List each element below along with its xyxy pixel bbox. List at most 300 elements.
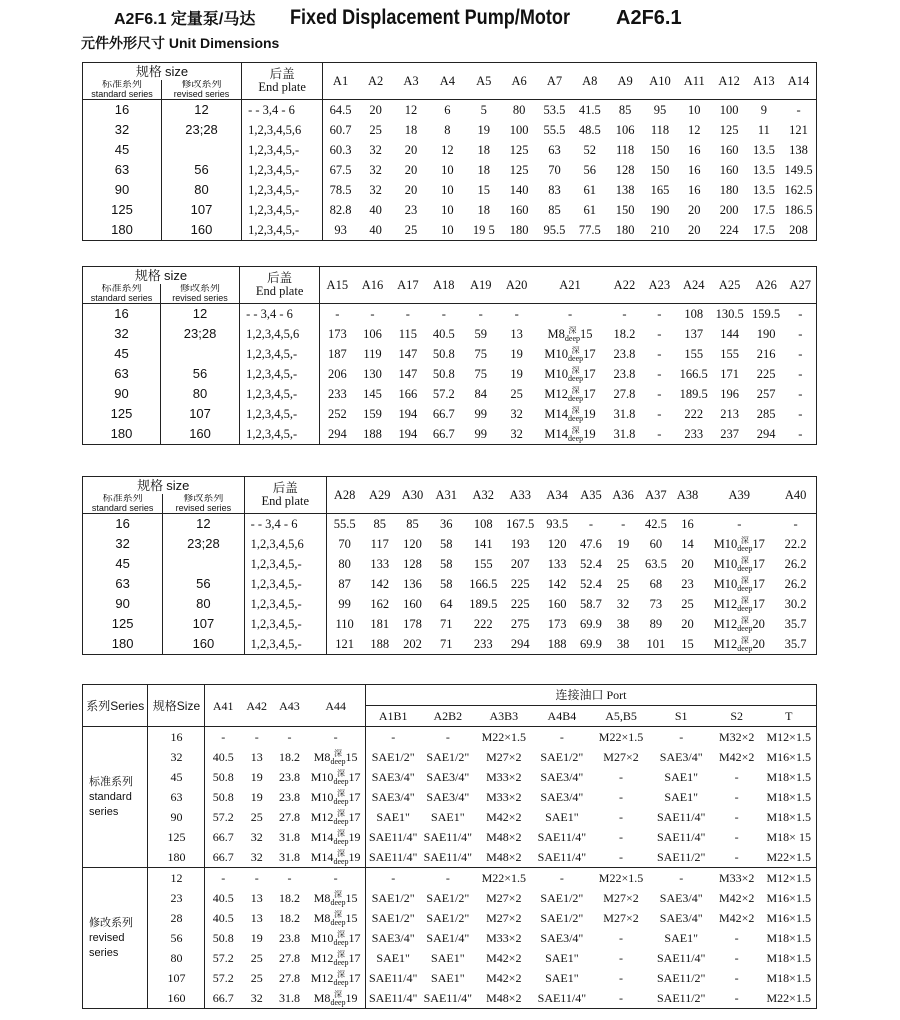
dimension-value: 193 xyxy=(510,537,530,551)
thread-depth: 17 xyxy=(348,789,361,804)
dimension-value: 20 xyxy=(404,183,418,197)
dimension-value: 58 xyxy=(440,577,453,591)
revised-series-zh: 修改系列 xyxy=(183,494,224,504)
port-value: SAE11/2" xyxy=(651,988,712,1009)
port-value: M27×2 xyxy=(603,750,639,764)
series-label-line: 标准系列 xyxy=(89,775,133,788)
dimension-value: 40.5 xyxy=(212,891,234,905)
port-column-header: S1 xyxy=(651,706,712,727)
dimension-value: 20 xyxy=(404,163,418,177)
thread-cell xyxy=(306,767,365,787)
standard-size: 63 xyxy=(83,160,162,180)
dimension-value: 75 xyxy=(474,367,487,381)
table-row xyxy=(83,514,817,535)
dimension-value: 222 xyxy=(684,407,704,421)
table-row xyxy=(83,100,817,121)
port-table xyxy=(82,684,817,1009)
dimension-value: 58 xyxy=(440,557,453,571)
port-value: SAE3/4" xyxy=(659,911,703,925)
dimension-value: 89 xyxy=(649,617,663,631)
dimension-value: 25 xyxy=(681,597,694,611)
size-value: 16 xyxy=(148,727,205,748)
table-row xyxy=(83,304,817,325)
deep-mark xyxy=(333,810,348,826)
table-row xyxy=(83,747,817,767)
column-header: A3 xyxy=(393,63,428,100)
port-value: SAE11/4" xyxy=(656,951,706,965)
dimension-value: 190 xyxy=(756,327,776,341)
port-value: SAE11/4" xyxy=(420,847,475,868)
thread-depth: 15 xyxy=(345,890,358,905)
port-value: SAE1/4" xyxy=(426,931,470,945)
dimension-value: 56 xyxy=(583,163,597,177)
dimension-value: 12 xyxy=(404,103,418,117)
thread-cell xyxy=(703,634,775,655)
end-plate-value: 1,2,3,4,5,- xyxy=(240,344,320,364)
dimension-value: 150 xyxy=(650,143,670,157)
dimension-value: 19 5 xyxy=(466,220,501,241)
revised-size: 107 xyxy=(161,404,240,424)
column-header: A32 xyxy=(465,477,502,514)
deep-char: 深 xyxy=(336,950,345,960)
port-value: - xyxy=(679,871,684,885)
dimension-value: 257 xyxy=(756,387,776,401)
standard-size: 63 xyxy=(83,364,161,384)
thread-depth: 17 xyxy=(348,769,361,784)
dimension-value: 61 xyxy=(583,183,597,197)
dimension-value: 202 xyxy=(397,634,428,655)
dimension-value: 68 xyxy=(649,577,663,591)
standard-size: 180 xyxy=(83,220,162,241)
standard-size: 125 xyxy=(83,614,163,634)
column-header: A30 xyxy=(397,477,428,514)
dimension-value: - xyxy=(785,364,817,384)
deep-mark xyxy=(333,770,348,786)
column-header: A36 xyxy=(606,477,640,514)
deep-word: deep xyxy=(330,998,346,1008)
port-value: SAE1" xyxy=(431,951,465,965)
deep-char: 深 xyxy=(336,930,345,940)
dimension-value: 189.5 xyxy=(469,597,498,611)
dimension-value: 144 xyxy=(720,327,740,341)
port-value: SAE11/4" xyxy=(420,988,475,1009)
column-header: A31 xyxy=(428,477,465,514)
table-row xyxy=(83,908,817,928)
series-label-line: series xyxy=(89,946,119,959)
dimension-value: 294 xyxy=(748,424,785,445)
dimension-value: - xyxy=(657,347,662,361)
deep-word: deep xyxy=(330,918,346,928)
dimension-value: 60.3 xyxy=(329,143,352,157)
series-label-line: revised xyxy=(89,931,125,944)
dimension-value: 42.5 xyxy=(644,517,667,531)
dimension-value: 14 xyxy=(681,537,694,551)
port-value: M22×1.5 xyxy=(598,871,644,885)
end-plate-value: 1,2,3,4,5,- xyxy=(240,364,320,384)
dimension-value: 213 xyxy=(720,407,740,421)
thread-size: M14 xyxy=(544,406,569,421)
dimension-value: 173 xyxy=(547,617,567,631)
standard-size: 90 xyxy=(83,594,163,614)
thread-depth: 17 xyxy=(583,386,596,401)
dimension-value: 147 xyxy=(398,347,418,361)
table-row xyxy=(83,364,817,384)
revised-size xyxy=(163,554,244,574)
port-value: SAE3/4" xyxy=(371,931,415,945)
revised-size: 80 xyxy=(163,594,244,614)
standard-size: 125 xyxy=(83,404,161,424)
dimension-value: 142 xyxy=(547,577,567,591)
thread-size: M14 xyxy=(310,829,334,844)
series-label xyxy=(83,868,148,1009)
dimension-value: - xyxy=(567,307,573,321)
size-label-en: size xyxy=(166,477,190,493)
dimension-value: 35.7 xyxy=(775,634,816,655)
dimension-value: 66.7 xyxy=(432,407,455,421)
dimension-value: - xyxy=(287,871,292,885)
revised-size: 160 xyxy=(162,220,242,241)
table-row xyxy=(83,594,817,614)
thread-size: M12 xyxy=(713,636,738,651)
dimension-value: 95.5 xyxy=(537,220,572,241)
dimension-value: 38 xyxy=(616,617,630,631)
dimension-value: 50.8 xyxy=(212,931,234,945)
thread-depth: 15 xyxy=(580,326,593,341)
dimension-value: 71 xyxy=(440,617,453,631)
table-row xyxy=(83,344,817,364)
port-value: SAE11/4" xyxy=(656,810,706,824)
thread-size: M12 xyxy=(544,386,569,401)
dimension-value: 118 xyxy=(615,143,635,157)
end-plate-value: 1,2,3,4,5,- xyxy=(242,160,323,180)
deep-char: 深 xyxy=(568,326,577,336)
dimension-value: 159 xyxy=(363,407,382,421)
dimension-value: 210 xyxy=(643,220,677,241)
revised-size: 12 xyxy=(162,100,242,121)
deep-word: deep xyxy=(330,757,346,767)
revised-size: 23;28 xyxy=(161,324,240,344)
column-header: A26 xyxy=(748,267,785,304)
port-value: - xyxy=(619,931,624,945)
port-value: M22×1.5 xyxy=(481,871,527,885)
port-column-header: A2B2 xyxy=(420,706,475,727)
dimension-value: 27.8 xyxy=(278,971,300,985)
column-header: A38 xyxy=(672,477,704,514)
end-plate-value: 1,2,3,4,5,6 xyxy=(244,534,326,554)
deep-char: 深 xyxy=(336,789,345,799)
column-header: A37 xyxy=(640,477,672,514)
deep-word: deep xyxy=(564,334,581,344)
revised-series-zh: 修改系列 xyxy=(180,284,221,294)
series-label-line: 修改系列 xyxy=(89,916,133,929)
table-row xyxy=(83,574,817,594)
column-header: A43 xyxy=(273,685,307,727)
thread-size: M10 xyxy=(310,930,334,945)
deep-word: deep xyxy=(737,584,753,594)
dimension-value: 128 xyxy=(615,163,635,177)
dimension-value: 32 xyxy=(510,407,523,421)
dimension-value: - xyxy=(737,517,742,531)
dimension-value: 224 xyxy=(711,220,746,241)
thread-depth: 17 xyxy=(583,366,596,381)
port-value: - xyxy=(391,871,396,885)
dimension-value: - xyxy=(657,387,662,401)
column-header: A4 xyxy=(429,63,466,100)
dimension-value: 31.8 xyxy=(278,830,300,844)
dimension-value: - xyxy=(657,307,662,321)
thread-cell xyxy=(306,988,365,1009)
size-value: 28 xyxy=(148,908,205,928)
deep-char: 深 xyxy=(571,386,580,396)
deep-char: 深 xyxy=(740,616,749,626)
deep-char: 深 xyxy=(571,426,580,436)
port-value: - xyxy=(734,790,739,804)
deep-mark xyxy=(330,891,345,907)
deep-mark xyxy=(330,911,345,927)
deep-char: 深 xyxy=(333,749,342,759)
end-plate-value: - - 3,4 - 6 xyxy=(242,100,323,121)
column-header: A44 xyxy=(306,685,365,727)
revised-series-zh: 修改系列 xyxy=(181,80,222,90)
thread-cell xyxy=(306,787,365,807)
dimension-value: 50.8 xyxy=(212,770,234,784)
deep-word: deep xyxy=(737,544,753,554)
end-plate-en: End plate xyxy=(255,284,304,298)
column-header: A13 xyxy=(747,63,781,100)
deep-char: 深 xyxy=(336,769,345,779)
dimension-value: 15 xyxy=(672,634,704,655)
port-column-header: A1B1 xyxy=(365,706,420,727)
dimension-value: 23.8 xyxy=(278,790,300,804)
dimension-value: 188 xyxy=(539,634,576,655)
dimension-value: 13 xyxy=(250,891,263,905)
port-value: SAE3/4" xyxy=(659,891,703,905)
port-value: SAE3/4" xyxy=(426,770,470,784)
port-value: M27×2 xyxy=(486,911,522,925)
thread-cell xyxy=(306,928,365,948)
title-zh: A2F6.1 定量泵/马达 xyxy=(114,11,256,28)
dimension-value: 165 xyxy=(650,183,670,197)
port-value: M18×1.5 xyxy=(761,807,816,827)
dimension-value: 22.2 xyxy=(775,534,816,554)
size-label-zh: 规格 xyxy=(134,267,161,283)
port-value: - xyxy=(734,971,739,985)
dimension-value: 69.9 xyxy=(580,617,602,631)
dimension-value: 48.5 xyxy=(578,123,601,137)
dimension-value: 16 xyxy=(688,143,701,157)
port-value: SAE3/4" xyxy=(540,790,584,804)
size-value: 80 xyxy=(148,948,205,968)
end-plate-value: 1,2,3,4,5,- xyxy=(242,140,323,160)
size-label-en: size xyxy=(165,63,189,79)
dimension-value: - xyxy=(287,730,292,744)
column-header: A12 xyxy=(711,63,746,100)
size-header: 规格Size xyxy=(148,685,205,727)
size-label-zh: 规格 xyxy=(137,477,164,493)
size-label-zh: 规格 xyxy=(135,63,162,79)
dimension-value: 23.8 xyxy=(278,770,300,784)
deep-word: deep xyxy=(330,898,346,908)
column-header: A25 xyxy=(712,267,748,304)
port-value: - xyxy=(559,871,564,885)
title-code: A2F6.1 xyxy=(616,7,682,29)
size-value: 45 xyxy=(148,767,205,787)
table-row xyxy=(83,160,817,180)
port-value: M18×1.5 xyxy=(761,968,816,988)
table-row xyxy=(83,220,817,241)
dimension-value: 137 xyxy=(684,327,704,341)
dimension-value: - xyxy=(441,307,446,321)
port-value: M42×2 xyxy=(718,891,755,905)
table-row xyxy=(83,384,817,404)
dimension-value: 23.8 xyxy=(613,347,636,361)
thread-size: M10 xyxy=(544,366,569,381)
dimension-value: - xyxy=(785,304,817,325)
thread-cell xyxy=(306,968,365,988)
dimension-value: 85 xyxy=(373,517,387,531)
dimension-value: 17.5 xyxy=(752,203,775,217)
dimension-value: 85 xyxy=(406,517,419,531)
end-plate-zh: 后盖 xyxy=(272,481,298,495)
port-value: SAE11/4" xyxy=(365,847,420,868)
end-plate-value: 1,2,3,4,5,- xyxy=(244,634,326,655)
deep-word: deep xyxy=(333,817,349,827)
dimension-value: 27.8 xyxy=(613,387,636,401)
port-value: M33×2 xyxy=(718,871,755,885)
dimension-value: 140 xyxy=(509,183,529,197)
dimension-value: 71 xyxy=(428,634,465,655)
dimension-value: 160 xyxy=(509,203,529,217)
port-value: - xyxy=(734,810,739,824)
series-header: 系列Series xyxy=(83,685,148,727)
dimension-value: 106 xyxy=(615,123,635,137)
dimension-value: 31.8 xyxy=(613,407,636,421)
dimension-value: 275 xyxy=(510,617,530,631)
port-value: SAE11/4" xyxy=(368,830,418,844)
end-plate-value: 1,2,3,4,5,- xyxy=(244,574,326,594)
dimension-value: 53.5 xyxy=(543,103,566,117)
dimension-value: 125 xyxy=(509,163,529,177)
dimension-value: 59 xyxy=(474,327,487,341)
thread-size: M12 xyxy=(310,809,334,824)
size-value: 125 xyxy=(148,827,205,847)
table-row xyxy=(83,888,817,908)
revised-size: 80 xyxy=(162,180,242,200)
dimension-value: 35.7 xyxy=(775,614,816,634)
port-value: M27×2 xyxy=(603,891,639,905)
dimension-value: 155 xyxy=(473,557,493,571)
thread-size: M10 xyxy=(544,346,569,361)
dimension-value: 160 xyxy=(719,163,739,177)
dimension-value: 18.2 xyxy=(278,891,300,905)
dimension-value: 31.8 xyxy=(273,988,307,1009)
table-row xyxy=(83,928,817,948)
dimension-value: - xyxy=(370,307,375,321)
size-value: 12 xyxy=(148,868,205,889)
end-plate-value: 1,2,3,4,5,- xyxy=(244,554,326,574)
port-value: - xyxy=(734,830,739,844)
thread-cell xyxy=(306,888,365,908)
dimension-value: 19 xyxy=(477,123,491,137)
header-row xyxy=(83,477,817,495)
deep-char: 深 xyxy=(740,556,749,566)
dimension-value: 12 xyxy=(688,123,701,137)
table-row xyxy=(83,534,817,554)
end-plate-value: 1,2,3,4,5,- xyxy=(242,200,323,220)
dimension-value: 20 xyxy=(681,557,694,571)
column-header: A39 xyxy=(703,477,775,514)
size-value: 23 xyxy=(148,888,205,908)
dimension-value: - xyxy=(622,307,627,321)
dimension-value: 18 xyxy=(477,163,491,177)
dimension-value: 100 xyxy=(509,123,529,137)
thread-cell xyxy=(306,948,365,968)
deep-word: deep xyxy=(737,624,753,634)
dimension-value: 99 xyxy=(474,407,487,421)
dimension-value: 69.9 xyxy=(576,634,607,655)
size-value: 56 xyxy=(148,928,205,948)
column-header: A16 xyxy=(355,267,391,304)
dimension-value: 133 xyxy=(370,557,390,571)
port-value: SAE11/4" xyxy=(656,830,706,844)
thread-cell xyxy=(703,614,775,634)
table-row xyxy=(83,868,817,889)
table-row xyxy=(83,727,817,748)
port-value: SAE1" xyxy=(431,971,465,985)
thread-cell xyxy=(534,424,606,445)
thread-cell xyxy=(306,847,365,868)
end-plate-en: End plate xyxy=(261,494,310,508)
column-header: A21 xyxy=(534,267,606,304)
dimension-value: 225 xyxy=(756,367,776,381)
dimension-value: 19 xyxy=(250,790,263,804)
dimension-value: - xyxy=(785,404,817,424)
end-plate-value: 1,2,3,4,5,- xyxy=(240,384,320,404)
standard-size: 180 xyxy=(83,634,163,655)
dimension-value: 178 xyxy=(403,617,422,631)
port-column-header: A5,B5 xyxy=(591,706,650,727)
thread-cell xyxy=(306,807,365,827)
port-value: M18× 15 xyxy=(761,827,816,847)
deep-mark xyxy=(333,790,348,806)
dimension-value: 23.8 xyxy=(278,931,300,945)
port-column-header: A3B3 xyxy=(475,706,532,727)
dimension-value: 149.5 xyxy=(781,160,816,180)
dimension-value: 57.2 xyxy=(212,810,234,824)
thread-depth: 19 xyxy=(345,990,358,1005)
port-value: - xyxy=(712,988,762,1009)
thread-size: M14 xyxy=(310,849,334,864)
table-row xyxy=(83,807,817,827)
deep-word: deep xyxy=(568,354,584,364)
dimension-value: 66.7 xyxy=(212,830,234,844)
column-header: A8 xyxy=(572,63,607,100)
dimension-value: 64.5 xyxy=(329,103,352,117)
revised-size: 160 xyxy=(161,424,240,445)
deep-mark xyxy=(333,850,348,866)
dimension-value: 190 xyxy=(650,203,670,217)
deep-mark xyxy=(333,830,348,846)
dimension-value: 99 xyxy=(462,424,499,445)
thread-depth: 17 xyxy=(583,346,596,361)
dimension-value: 194 xyxy=(390,424,425,445)
dimension-value: 55.5 xyxy=(543,123,566,137)
title-en: Fixed Displacement Pump/Motor xyxy=(290,6,570,29)
standard-size: 32 xyxy=(83,120,162,140)
dimension-value: 155 xyxy=(684,347,704,361)
column-header: A22 xyxy=(606,267,643,304)
standard-size: 90 xyxy=(83,180,162,200)
